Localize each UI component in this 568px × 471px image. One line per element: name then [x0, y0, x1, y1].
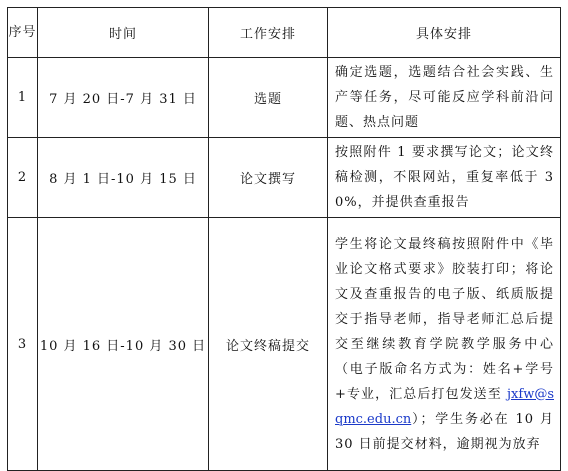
row-seq: 2	[8, 138, 38, 218]
row-time: 7 月 20 日-7 月 31 日	[38, 58, 209, 138]
row-task: 论文撰写	[209, 138, 328, 218]
header-task: 工作安排	[209, 8, 328, 58]
table-row	[8, 138, 561, 218]
row-time: 8 月 1 日-10 月 15 日	[38, 138, 209, 218]
row-detail: 按照附件 1 要求撰写论文；论文终稿检测，不限网站，重复率低于 30%，并提供查重报告	[328, 138, 561, 218]
detail-text-after: ）；学生务必在 10 月 30 日前提交材料，逾期视为放弃	[335, 411, 554, 452]
table-row	[8, 58, 561, 138]
detail-text-before: 学生将论文最终稿按照附件中《毕业论文格式要求》胶装打印；将论文及查重报告的电子版、纸质版提交于指导老师，指导老师汇总后提交至继续教育学院教学服务中心（电子版命名方式为：姓名+学号+专业，汇总后打包发送至	[335, 236, 554, 402]
schedule-table	[7, 7, 561, 471]
row-detail: 确定选题，选题结合社会实践、生产等任务，尽可能反应学科前沿问题、热点问题	[328, 58, 561, 138]
header-detail: 具体安排	[328, 8, 561, 58]
header-seq: 序号	[8, 8, 38, 58]
email-link[interactable]: jxfw@sqmc.edu.cn	[335, 386, 554, 427]
row-task: 选题	[209, 58, 328, 138]
row-task: 论文终稿提交	[209, 218, 328, 471]
table-row	[8, 218, 561, 471]
header-time: 时间	[38, 8, 209, 58]
table-header-row	[8, 8, 561, 58]
row-seq: 1	[8, 58, 38, 138]
row-time: 10 月 16 日-10 月 30 日	[38, 218, 209, 471]
row-seq: 3	[8, 218, 38, 471]
row-detail	[328, 218, 561, 471]
